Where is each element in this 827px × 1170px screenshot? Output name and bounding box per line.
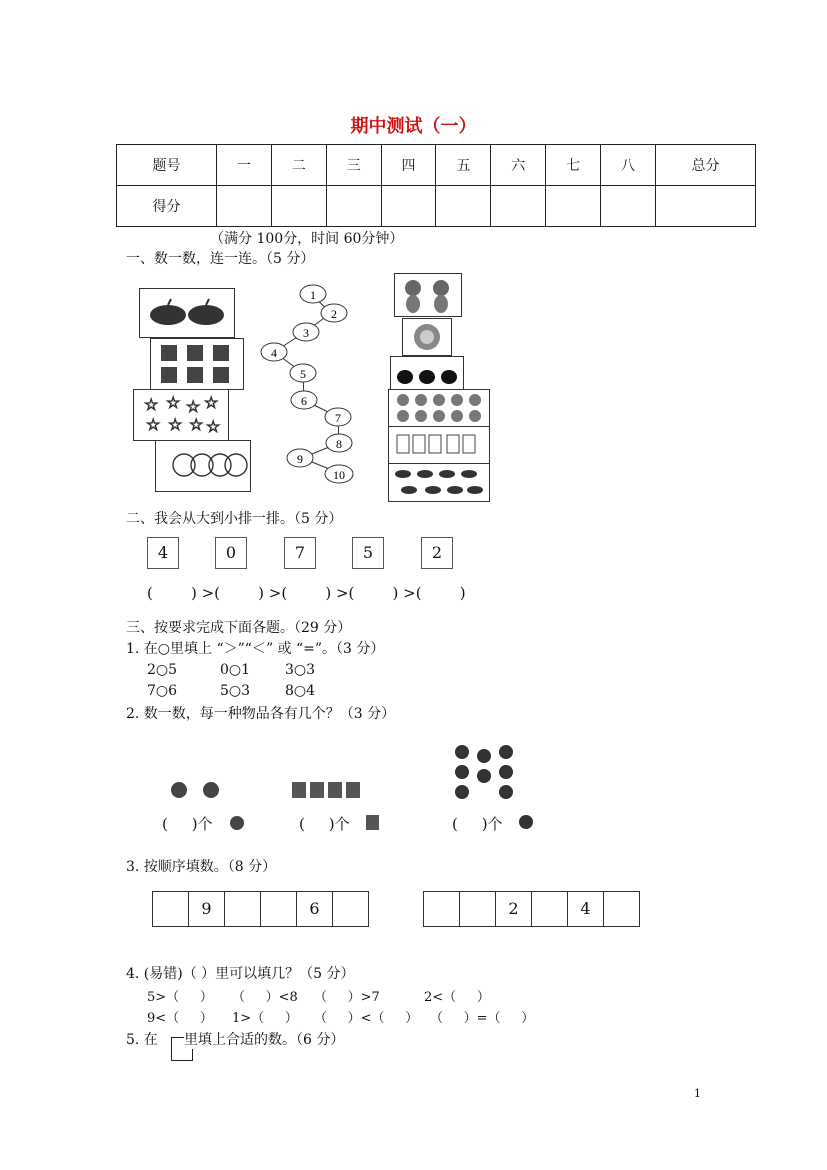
- sequence-cell[interactable]: [460, 892, 496, 926]
- chain-node: 4: [271, 346, 277, 360]
- score-cell: 题号: [117, 145, 217, 186]
- score-cell: 总分: [655, 145, 755, 186]
- chain-node: 5: [300, 367, 306, 381]
- lion-icon: [403, 319, 451, 355]
- q3-part4: 4. (易错)（ ）里可以填几？（5 分）: [126, 966, 355, 982]
- q3-part5-lead: 5. 在: [126, 1032, 158, 1048]
- score-input[interactable]: [217, 186, 272, 227]
- compare-item[interactable]: 5○3: [220, 683, 251, 699]
- apple-icon: [228, 812, 246, 832]
- score-table: [116, 144, 756, 227]
- coats-picture: [150, 338, 244, 390]
- fill-blank[interactable]: （ ）=（ ）: [430, 1011, 535, 1026]
- score-input[interactable]: [655, 186, 755, 227]
- chain-node: 10: [333, 468, 345, 482]
- chain-node: 2: [331, 307, 337, 321]
- chain-node: 9: [297, 452, 303, 466]
- aubergines-picture: [390, 356, 464, 390]
- count-blank[interactable]: ( )个: [299, 815, 350, 833]
- score-input[interactable]: [491, 186, 546, 227]
- cup-icon: [389, 427, 489, 463]
- sequence-cell: 9: [189, 892, 225, 926]
- score-cell: 四: [381, 145, 436, 186]
- svg-text:☆: ☆: [144, 397, 159, 414]
- q3-part3: 3. 按顺序填数。（8 分）: [126, 859, 277, 875]
- sequence-cell[interactable]: [424, 892, 460, 926]
- number-card: 4: [147, 537, 179, 569]
- sequence-cell[interactable]: [261, 892, 297, 926]
- rings-picture: [155, 440, 251, 492]
- score-value-row: [117, 186, 756, 227]
- compare-item[interactable]: 3○3: [285, 662, 316, 678]
- compare-item[interactable]: 7○6: [147, 683, 178, 699]
- count-blank[interactable]: ( )个: [162, 815, 213, 833]
- eggplant-icon: [391, 357, 463, 389]
- score-input[interactable]: [546, 186, 601, 227]
- chain-node: 7: [335, 411, 341, 425]
- q3-heading: 三、按要求完成下面各题。（29 分）: [126, 620, 352, 636]
- balls-picture: [388, 389, 490, 427]
- badge-icon: [452, 742, 522, 802]
- ring-icon: [156, 441, 250, 491]
- score-cell: 七: [546, 145, 601, 186]
- monkey-icon: [395, 274, 461, 316]
- svg-text:☆: ☆: [206, 419, 221, 436]
- apple-icon: [165, 778, 225, 802]
- fill-blank[interactable]: 1>（ ）: [232, 1011, 298, 1026]
- peppers-picture: [139, 288, 235, 338]
- number-card: 7: [284, 537, 316, 569]
- score-cell: 六: [491, 145, 546, 186]
- page-number: 1: [694, 1087, 701, 1100]
- monkeys-picture: [394, 273, 462, 317]
- star-icon: [134, 390, 228, 440]
- number-card: 5: [352, 537, 384, 569]
- chain-node: 6: [301, 394, 307, 408]
- score-input[interactable]: [436, 186, 491, 227]
- count-blank[interactable]: ( )个: [452, 815, 503, 833]
- mug-icon: [364, 812, 384, 832]
- svg-text:1: 1: [310, 288, 316, 302]
- page-title: 期中测试（一）: [350, 116, 477, 137]
- leaf-icon: [389, 464, 489, 501]
- score-cell: 三: [326, 145, 381, 186]
- score-label: 得分: [117, 186, 217, 227]
- chain-node: [300, 285, 326, 303]
- fill-blank[interactable]: 9<（ ）: [147, 1011, 213, 1026]
- q1-heading: 一、数一数，连一连。（5 分）: [126, 251, 315, 267]
- leaves-picture: [388, 463, 490, 502]
- sequence-cell: 2: [496, 892, 532, 926]
- badge-icon: [516, 812, 536, 832]
- chain-node: 8: [336, 437, 342, 451]
- fill-blank[interactable]: 5>（ ）: [147, 990, 213, 1005]
- sequence-cell[interactable]: [604, 892, 639, 926]
- sequence-row-a: [152, 891, 369, 927]
- ball-icon: [389, 390, 489, 426]
- score-cell: 五: [436, 145, 491, 186]
- mug-icon: [290, 778, 380, 802]
- lion-picture: [402, 318, 452, 356]
- score-cell: 八: [601, 145, 656, 186]
- svg-text:☆: ☆: [146, 417, 161, 434]
- score-input[interactable]: [381, 186, 436, 227]
- number-card: 2: [421, 537, 453, 569]
- svg-text:☆: ☆: [166, 395, 181, 412]
- compare-item[interactable]: 0○1: [220, 662, 251, 678]
- chain-node: 3: [303, 326, 309, 340]
- svg-text:☆: ☆: [189, 417, 204, 434]
- score-cell: 二: [271, 145, 326, 186]
- fill-blank[interactable]: （ ）<（ ）: [314, 1011, 419, 1026]
- sequence-row-b: [423, 891, 640, 927]
- compare-item[interactable]: 2○5: [147, 662, 178, 678]
- svg-text:☆: ☆: [186, 399, 201, 416]
- sequence-cell[interactable]: [532, 892, 568, 926]
- sequence-cell[interactable]: [333, 892, 368, 926]
- svg-text:☆: ☆: [204, 395, 219, 412]
- sequence-cell[interactable]: [153, 892, 189, 926]
- score-cell: 一: [217, 145, 272, 186]
- score-input[interactable]: [271, 186, 326, 227]
- fill-blank[interactable]: （ ）<8: [232, 990, 298, 1005]
- sequence-cell[interactable]: [225, 892, 261, 926]
- score-header-row: [117, 145, 756, 186]
- coat-icon: [151, 339, 243, 389]
- number-chain: [255, 280, 360, 490]
- cups-picture: [388, 426, 490, 464]
- score-input[interactable]: [601, 186, 656, 227]
- score-input[interactable]: [326, 186, 381, 227]
- svg-text:☆: ☆: [168, 417, 183, 434]
- q3-part5-text: 里填上合适的数。（6 分）: [184, 1029, 344, 1049]
- compare-item[interactable]: 8○4: [285, 683, 316, 699]
- stars-picture: [133, 389, 229, 441]
- sequence-cell: 6: [297, 892, 333, 926]
- exam-note: （满分 100分，时间 60分钟）: [210, 231, 404, 247]
- number-card: 0: [215, 537, 247, 569]
- q3-part1: 1. 在○里填上 “＞”“＜” 或 “=”。（3 分）: [126, 641, 385, 657]
- pepper-icon: [140, 289, 234, 337]
- sequence-cell: 4: [568, 892, 604, 926]
- fill-blank[interactable]: 2<（ ）: [424, 990, 490, 1005]
- q2-heading: 二、我会从大到小排一排。（5 分）: [126, 511, 343, 527]
- fill-blank[interactable]: （ ）>7: [314, 990, 380, 1005]
- q3-part2: 2. 数一数，每一种物品各有几个？（3 分）: [126, 706, 396, 722]
- order-answer-line[interactable]: ( ) >( ) >( ) >( ) >( ): [147, 584, 466, 602]
